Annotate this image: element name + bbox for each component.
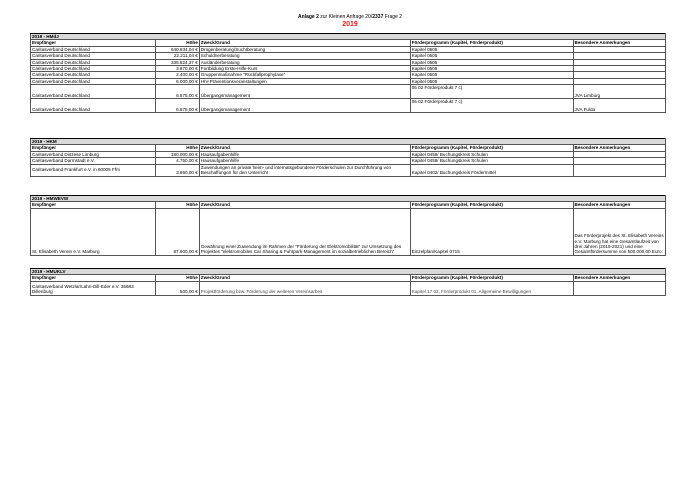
section-title: 2019 - HMWEVW bbox=[31, 196, 666, 202]
cell-purpose: Hausaufgabenhilfe bbox=[199, 158, 410, 164]
cell-purpose: Übergangsmanagement bbox=[199, 99, 410, 113]
cell-program: Kapitel 0459/ Buchungskreis Schulen bbox=[410, 158, 573, 164]
cell-purpose: Drogenberatung/Suchtberatung bbox=[199, 46, 410, 52]
cell-amount: 180.000,00 € bbox=[155, 151, 199, 157]
cell-program: 05 02 Förderprodukt 7 c) bbox=[410, 85, 573, 99]
table-row bbox=[31, 85, 666, 99]
table-row bbox=[31, 208, 666, 255]
section-hmuklv-table bbox=[30, 268, 666, 296]
cell-amount: 87.600,00 € bbox=[155, 208, 199, 255]
document-header bbox=[0, 14, 700, 29]
cell-recipient: Caritasverband Deutschland bbox=[31, 99, 156, 113]
cell-program: Kapitel 0505 bbox=[410, 66, 573, 72]
cell-recipient: Caritasverband Deutschland bbox=[31, 53, 156, 59]
cell-purpose: Projektförderung bzw. Förderung der weiteren Vereinsarbeit bbox=[199, 281, 410, 295]
title-suffix: Frage 2 bbox=[383, 14, 402, 20]
section-hmwevw-table bbox=[30, 195, 666, 256]
cell-purpose: Gruppenmaßnahme "Rückfallprophylaxe" bbox=[199, 72, 410, 78]
title-number: 2337 bbox=[372, 14, 384, 20]
cell-amount: 6.875,00 € bbox=[155, 99, 199, 113]
cell-amount: 6.000,00 € bbox=[155, 78, 199, 84]
cell-purpose: Übergangsmanagement bbox=[199, 85, 410, 99]
cell-amount: 335.824,37 € bbox=[155, 59, 199, 65]
cell-program: 05 02 Förderprodukt 7 c) bbox=[410, 99, 573, 113]
cell-program: Kapitel 0402/ Buchungskreis Fördermittel bbox=[410, 164, 573, 176]
col-amount: Höhe bbox=[155, 145, 199, 151]
col-amount: Höhe bbox=[155, 40, 199, 46]
col-recipient: Empfänger bbox=[31, 275, 156, 281]
cell-purpose: Gewährung einer Zuwendung im Rahmen der "Förderung der Elektromobilität" zur Umsetzung des Projektes "elektromobiles Car Sharing & Fuhrpark-Management im sozialbetrieblichen Bereich" bbox=[199, 208, 410, 255]
title-middle: zur Kleinen Anfrage 20/ bbox=[318, 14, 373, 20]
cell-amount: 2.400,00 € bbox=[155, 72, 199, 78]
cell-recipient: Caritasverband Deutschland bbox=[31, 46, 156, 52]
cell-amount: 3.870,00 € bbox=[155, 66, 199, 72]
cell-purpose: HIV-Präventionsveranstaltungen bbox=[199, 78, 410, 84]
table-row bbox=[31, 99, 666, 113]
cell-recipient: Caritasverband Deutschland bbox=[31, 72, 156, 78]
col-purpose: Zweck/Grund bbox=[199, 275, 410, 281]
cell-purpose: Zuwendungen an private heim- und internatsgebundene Förderschulen zur Durchführung von Beschaffungen für den Unterricht bbox=[199, 164, 410, 176]
cell-remarks: JVA Limburg bbox=[573, 85, 666, 99]
cell-amount: 22.211,04 € bbox=[155, 53, 199, 59]
cell-program: Kapitel 0505 bbox=[410, 59, 573, 65]
col-recipient: Empfänger bbox=[31, 40, 156, 46]
col-remarks: Besondere Anmerkungen bbox=[573, 40, 666, 46]
cell-program: Kapitel 0459/ Buchungskreis Schulen bbox=[410, 151, 573, 157]
cell-purpose: Hausaufgabenhilfe bbox=[199, 151, 410, 157]
cell-amount: 6.875,00 € bbox=[155, 85, 199, 99]
cell-purpose: Fortbildung Erste-Hilfe-Kurs bbox=[199, 66, 410, 72]
cell-program: Kapitel 17 02, Förderprodukt 01, Allgemeine Bewilligungen bbox=[410, 281, 573, 295]
cell-remarks: JVA Fulda bbox=[573, 99, 666, 113]
section-title: 2019 - HMUKLV bbox=[31, 269, 666, 275]
cell-remarks bbox=[573, 281, 666, 295]
cell-amount: 640.634,04 € bbox=[155, 46, 199, 52]
col-amount: Höhe bbox=[155, 202, 199, 208]
cell-program: Kapitel 0505 bbox=[410, 72, 573, 78]
cell-remarks bbox=[573, 164, 665, 176]
section-title: 2019 - HKM bbox=[31, 139, 666, 145]
section-hkm-table bbox=[30, 138, 666, 177]
cell-recipient: Caritasverband Wetzlar/Lahn-Dill-Eder e.V. 35683 Dillenburg bbox=[31, 281, 156, 295]
cell-recipient: St. Elisabeth Verein e.V. Marburg bbox=[31, 208, 156, 255]
cell-recipient: Caritasverband Deutschland bbox=[31, 66, 156, 72]
section-title: 2019 - HMdJ bbox=[31, 34, 666, 40]
col-recipient: Empfänger bbox=[31, 145, 156, 151]
col-amount: Höhe bbox=[155, 275, 199, 281]
col-purpose: Zweck/Grund bbox=[199, 202, 410, 208]
section-hmdj-table bbox=[30, 33, 666, 113]
cell-program: Einzelplan/Kapitel 0715 bbox=[410, 208, 573, 255]
cell-program: Kapitel 0505 bbox=[410, 78, 573, 84]
cell-recipient: Caritasverband Diözese Limburg bbox=[31, 151, 156, 157]
title-prefix: Anlage 2 bbox=[298, 14, 319, 20]
document-year: 2019 bbox=[342, 21, 358, 28]
col-recipient: Empfänger bbox=[31, 202, 156, 208]
col-remarks: Besondere Anmerkungen bbox=[573, 275, 666, 281]
col-purpose: Zweck/Grund bbox=[199, 40, 410, 46]
cell-recipient: Caritasverband Frankfurt e.V. in 60005 Ffm bbox=[31, 164, 156, 176]
cell-recipient: Caritasverband Deutschland bbox=[31, 85, 156, 99]
cell-amount: 500,00 € bbox=[155, 281, 199, 295]
col-program: Förderprogramm (Kapitel, Förderprodukt) bbox=[410, 202, 573, 208]
cell-recipient: Caritasverband Darmstadt e.V. bbox=[31, 158, 156, 164]
cell-program: Kapitel 0505 bbox=[410, 46, 573, 52]
cell-purpose: Schuldnerberatung bbox=[199, 53, 410, 59]
col-program: Förderprogramm (Kapitel, Förderprodukt) bbox=[410, 275, 573, 281]
cell-program: Kapitel 0505 bbox=[410, 53, 573, 59]
col-program: Förderprogramm (Kapitel, Förderprodukt) bbox=[410, 40, 573, 46]
col-remarks: Besondere Anmerkungen bbox=[573, 145, 665, 151]
table-row bbox=[31, 164, 666, 176]
col-purpose: Zweck/Grund bbox=[199, 145, 410, 151]
col-program: Förderprogramm (Kapitel, Förderprodukt) bbox=[410, 145, 573, 151]
cell-recipient: Caritasverband Deutschland bbox=[31, 78, 156, 84]
cell-amount: 4.750,00 € bbox=[155, 158, 199, 164]
col-remarks: Besondere Anmerkungen bbox=[573, 202, 665, 208]
cell-purpose: Ausländerberatung bbox=[199, 59, 410, 65]
table-row bbox=[31, 281, 666, 295]
cell-recipient: Caritasverband Deutschland bbox=[31, 59, 156, 65]
cell-remarks: Das Förderprojekt des St. Elisabeth Vereins e.V. Marburg hat eine Gesamtlaufzeit von drei Jahren (2019-2021) und eine Gesamtfördersumme von 500.000,00 Euro. bbox=[573, 208, 665, 255]
cell-amount: 3.860,00 € bbox=[155, 164, 199, 176]
